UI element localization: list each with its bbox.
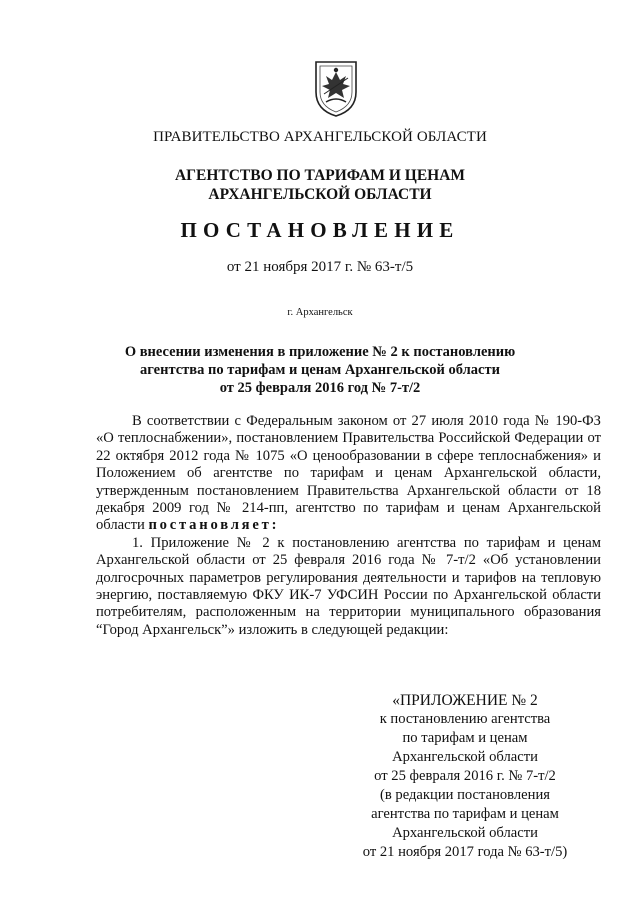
preamble-paragraph (96, 413, 601, 535)
decree-body (96, 413, 601, 639)
agency-name (0, 166, 640, 204)
preamble-text: В соответствии с Федеральным законом от 27 июля 2010 года № 190-ФЗ «О теплоснабжении», постановлением Правительства Российской Федерации от 22 октября 2012 года № 1075 «О ценообразовании в сфере теплоснабжения» и Положением об агентстве по тарифам и ценам Архангельской области, утвержденным постановлением Правительства Архангельской области от 18 декабря 2009 год № 214-пп, агентство по тарифам и ценам Архангельской области (96, 413, 601, 534)
subject-line2: агентства по тарифам и ценам Архангельской области (140, 362, 500, 378)
city-name: г. Архангельск (287, 307, 353, 318)
appendix-line: от 25 февраля 2016 г. № 7-т/2 (374, 768, 556, 784)
subject-line3: от 25 февраля 2016 год № 7-т/2 (219, 380, 421, 396)
appendix-line: «ПРИЛОЖЕНИЕ № 2 (392, 692, 538, 709)
appendix-line: от 21 ноября 2017 года № 63-т/5) (362, 844, 568, 860)
clause-1-paragraph: 1. Приложение № 2 к постановлению агентства по тарифам и ценам Архангельской области от 25 февраля 2016 года № 7-т/2 «Об установлении долгосрочных параметров регулирования деятельности и тарифов на тепловую энергию, поставляемую ФКУ ИК-7 УФСИН России по Архангельской области потребителям, расположенным на территории муниципального образования “Город Архангельск”» изложить в следующей редакции: (96, 534, 601, 638)
decree-title: ПОСТАНОВЛЕНИЕ (180, 218, 460, 242)
appendix-line: Архангельской области (392, 749, 538, 765)
appendix-line: (в редакции постановления (380, 787, 550, 803)
government-name: ПРАВИТЕЛЬСТВО АРХАНГЕЛЬСКОЙ ОБЛАСТИ (153, 129, 487, 145)
subject-line1: О внесении изменения в приложение № 2 к постановлению (124, 344, 516, 360)
resolves-word: постановляет (148, 517, 272, 534)
decree-subject (0, 343, 640, 397)
appendix-line: агентства по тарифам и ценам (371, 806, 559, 822)
agency-name-line2: АРХАНГЕЛЬСКОЙ ОБЛАСТИ (208, 186, 432, 203)
coat-of-arms-emblem (312, 58, 360, 118)
resolves-colon: : (271, 517, 280, 534)
agency-name-line1: АГЕНТСТВО ПО ТАРИФАМ И ЦЕНАМ (174, 167, 466, 184)
appendix-header (340, 691, 590, 862)
appendix-line: по тарифам и ценам (402, 730, 528, 746)
appendix-line: к постановлению агентства (379, 711, 551, 727)
decree-date-number: от 21 ноября 2017 г. № 63-т/5 (226, 259, 414, 275)
appendix-line: Архангельской области (392, 825, 538, 841)
